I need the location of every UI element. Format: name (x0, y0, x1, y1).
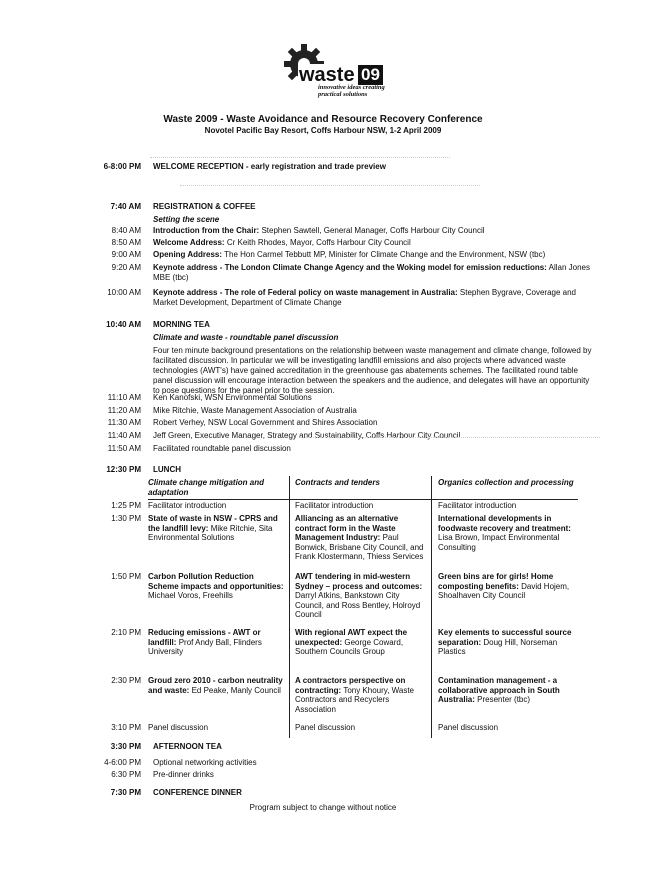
section-title: Setting the scene (153, 215, 220, 224)
item-title: Keynote address - The London Climate Change Agency and the Woking model for emission reductions: (153, 263, 547, 272)
item-title: AFTERNOON TEA (153, 742, 222, 751)
item-title: REGISTRATION & COFFEE (153, 202, 256, 211)
stream-session (295, 723, 427, 733)
session-speaker: Paul Bonwick, Brisbane City Council, and Frank Klostermann, Thiess Services (295, 533, 424, 562)
session-title: Carbon Pollution Reduction Scheme impacts and opportunities: (148, 572, 284, 591)
conference-venue: Novotel Pacific Bay Resort, Coffs Harbour NSW, 1-2 April 2009 (204, 126, 442, 135)
session-speaker: George Coward, Southern Councils Group (295, 637, 404, 657)
program-item (153, 393, 593, 403)
program-item (153, 758, 593, 768)
session-speaker: Facilitator introduction (148, 501, 227, 510)
session-title: AWT tendering in mid-western Sydney – process and outcomes: (295, 572, 423, 591)
item-text: Stephen Sawtell, General Manager, Coffs Harbour City Council (261, 226, 485, 235)
time-label: 6-8:00 PM (103, 162, 141, 171)
session-speaker: Mike Ritchie, Sita Environmental Solutions (148, 523, 273, 543)
time-label: 11:30 AM (107, 418, 141, 427)
item-title: MORNING TEA (153, 320, 210, 329)
time-label: 10:00 AM (107, 288, 141, 297)
time-label: 2:10 PM (111, 628, 141, 637)
stream-session (438, 676, 578, 705)
item-text: Optional networking activities (153, 758, 257, 767)
session-speaker: Darryl Atkins, Bankstown City Council, and Ross Bentley, Holroyd Council (295, 591, 421, 620)
session-speaker: Facilitator introduction (438, 501, 517, 510)
stream-session (295, 676, 427, 714)
item-title: WELCOME RECEPTION - early registration and trade preview (153, 162, 386, 171)
time-label: 2:30 PM (111, 676, 141, 685)
time-label: 8:40 AM (111, 226, 141, 235)
stream-header: Organics collection and processing (438, 478, 574, 487)
stream-session (148, 628, 284, 657)
stream-session (148, 501, 284, 511)
faint-line-1 (150, 157, 450, 160)
session-speaker: Prof Andy Ball, Flinders University (148, 637, 262, 657)
item-text: Cr Keith Rhodes, Mayor, Coffs Harbour City Council (226, 238, 411, 247)
stream-session (148, 514, 284, 543)
item-text: Four ten minute background presentations on the relationship between waste management and climate change, followed by facilitated discussion. In particular we will be investigating landfill emissions and also projects where advanced waste technologies (AWT's) have gained accreditation in the greenhouse gas abatements schemes. The facilitated round table panel discussion will encourage interaction between the speakers and the audience, and delegates will have an opportunity to pose questions for the panel prior to the session. (153, 346, 592, 395)
session-title: Key elements to successful source separation: (438, 628, 572, 647)
time-label: 11:20 AM (107, 406, 141, 415)
logo-tagline: innovative ideas creating practical solutions (318, 84, 385, 98)
session-speaker: Panel discussion (438, 723, 499, 732)
program-item (153, 406, 593, 416)
program-item (153, 418, 593, 428)
item-title: LUNCH (153, 465, 181, 474)
session-speaker: Panel discussion (295, 723, 356, 732)
time-label: 7:30 PM (110, 788, 141, 797)
time-label: 10:40 AM (106, 320, 141, 329)
time-label: 11:40 AM (107, 431, 141, 440)
header-rule (148, 499, 578, 500)
session-speaker: Facilitator introduction (295, 501, 374, 510)
program-item (153, 162, 593, 172)
time-label: 3:10 PM (111, 723, 141, 732)
conference-title: Waste 2009 - Waste Avoidance and Resource Recovery Conference (163, 114, 483, 125)
session-speaker: David Hojem, Shoalhaven City Council (438, 581, 570, 601)
session-title: A contractors perspective on contracting: (295, 676, 406, 695)
column-divider-2 (431, 476, 432, 738)
time-label: 6:30 PM (111, 770, 141, 779)
stream-session (295, 572, 427, 620)
stream-session (438, 501, 578, 511)
stream-session (295, 628, 427, 657)
stream-session (148, 676, 284, 695)
footer-note: Program subject to change without notice (249, 803, 397, 812)
session-speaker: Tony Khoury, Waste Contractors and Recyclers Association (295, 685, 415, 714)
time-label: 7:40 AM (110, 202, 141, 211)
stream-session (438, 572, 578, 601)
program-item (153, 742, 593, 752)
session-speaker: Michael Voros, Freehills (148, 591, 233, 601)
time-label: 12:30 PM (106, 465, 141, 474)
program-item (153, 465, 593, 475)
session-title: International developments in foodwaste recovery and treatment: (438, 514, 571, 533)
session-title: State of waste in NSW - CPRS and the landfill levy: (148, 514, 278, 533)
item-title: Opening Address: (153, 250, 223, 259)
program-item (153, 263, 593, 283)
item-text: Allan Jones MBE (tbc) (153, 263, 590, 282)
session-speaker: Lisa Brown, Impact Environmental Consulting (438, 533, 560, 552)
program-item (153, 320, 593, 330)
session-title: Contamination management - a collaborative approach in South Australia: (438, 676, 560, 705)
session-speaker: Panel discussion (148, 723, 209, 732)
program-item (153, 770, 593, 780)
program-item (153, 444, 593, 454)
session-speaker: Ed Peake, Manly Council (191, 685, 281, 695)
time-label: 1:30 PM (111, 514, 141, 523)
item-text: Ken Kanofski, WSN Environmental Solutions (153, 393, 312, 402)
item-text: The Hon Carmel Tebbutt MP, Minister for Climate Change and the Environment, NSW (tbc) (224, 250, 546, 259)
time-label: 9:20 AM (111, 263, 141, 272)
time-label: 3:30 PM (110, 742, 141, 751)
item-text: Mike Ritchie, Waste Management Association of Australia (153, 406, 357, 415)
program-item (153, 202, 593, 212)
session-speaker: Doug Hill, Norseman Plastics (438, 637, 558, 657)
item-text: Facilitated roundtable panel discussion (153, 444, 291, 453)
program-item (153, 250, 593, 260)
time-label: 11:10 AM (107, 393, 141, 402)
session-title: Reducing emissions - AWT or landfill: (148, 628, 261, 647)
stream-session (148, 723, 284, 733)
section-title: Climate and waste - roundtable panel discussion (153, 333, 339, 342)
stream-header: Contracts and tenders (295, 478, 380, 487)
item-title: CONFERENCE DINNER (153, 788, 242, 797)
faint-line-3 (300, 437, 600, 440)
faint-line-2 (180, 185, 480, 188)
item-title: Welcome Address: (153, 238, 225, 247)
session-title: Green bins are for girls! Home composting benefits: (438, 572, 554, 591)
session-title: With regional AWT expect the unexpected: (295, 628, 408, 647)
item-text: Jeff Green, Executive Manager, Strategy and Sustainability, Coffs Harbour City Council (153, 431, 461, 440)
program-item (153, 288, 593, 308)
item-title: Keynote address - The role of Federal policy on waste management in Australia: (153, 288, 458, 297)
item-text: Pre-dinner drinks (153, 770, 214, 779)
time-label: 9:00 AM (111, 250, 141, 259)
time-label: 8:50 AM (111, 238, 141, 247)
stream-session (295, 514, 427, 562)
time-label: 1:50 PM (111, 572, 141, 581)
item-text: Robert Verhey, NSW Local Government and Shires Association (153, 418, 378, 427)
column-divider-1 (289, 476, 290, 738)
stream-session (438, 514, 578, 552)
session-title: Groud zero 2010 - carbon neutrality and waste: (148, 676, 283, 695)
session-title: Alliancing as an alternative contract form in the Waste Management Industry: (295, 514, 399, 543)
program-item (153, 238, 593, 248)
item-text: Stephen Bygrave, Coverage and Market Development, Department of Climate Change (153, 288, 576, 307)
time-label: 1:25 PM (111, 501, 141, 510)
section-heading (153, 215, 593, 225)
time-label: 4-6:00 PM (104, 758, 141, 767)
stream-header: Climate change mitigation and adaptation (148, 478, 265, 497)
time-label: 11:50 AM (107, 444, 141, 453)
stream-session (295, 501, 427, 511)
logo-word: waste (299, 64, 355, 86)
program-item (153, 346, 593, 396)
stream-session (438, 628, 578, 657)
stream-session (438, 723, 578, 733)
session-speaker: Presenter (tbc) (477, 695, 531, 705)
program-item (153, 788, 593, 798)
section-heading (153, 333, 593, 343)
logo-badge: 09 (358, 65, 383, 85)
item-title: Introduction from the Chair: (153, 226, 260, 235)
stream-session (148, 572, 284, 601)
program-item (153, 226, 593, 236)
